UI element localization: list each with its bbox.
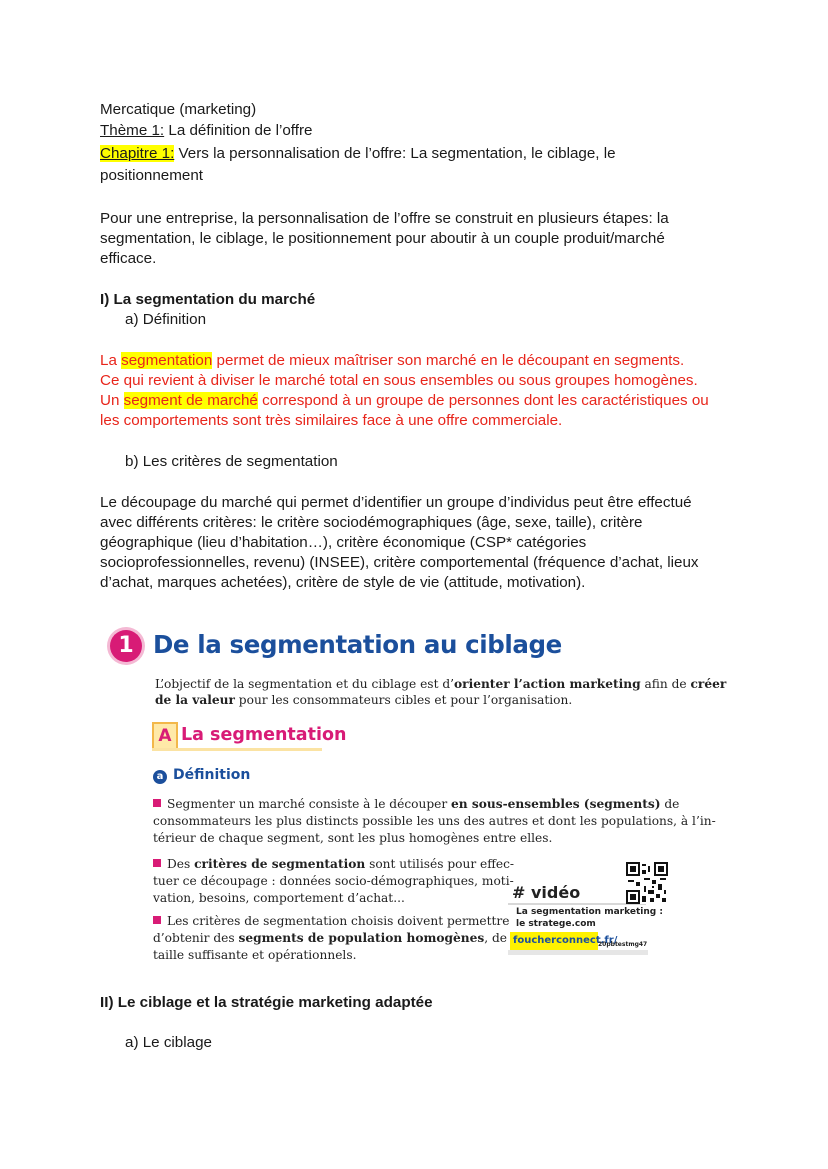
bullet2-line-2: tuer ce découpage : données socio-démographiques, moti- [153,874,514,888]
def-text: correspond à un groupe de personnes dont les caractéristiques ou [257,392,709,409]
course-title: Mercatique (marketing) [100,101,257,118]
chapter-label: Chapitre 1: [100,145,175,162]
criteria-line-2: avec différents critères: le critère sociodémographiques (âge, sexe, taille), critère [100,514,643,531]
book-text: Les critères de segmentation choisis doivent permettre [167,914,510,928]
video-caption-2: le stratege.com [516,919,596,929]
def-text: Un [100,392,124,409]
intro-line-3: efficace. [100,250,157,267]
qr-code-icon[interactable] [626,862,668,904]
bullet1-line-3: térieur de chaque segment, sont les plus homogènes entre elles. [153,831,553,845]
video-link[interactable]: foucherconnect.fr/ [510,932,598,950]
criteria-line-1: Le découpage du marché qui permet d’identifier un groupe d’individus peut être effectué [100,494,692,511]
subsection-letter-badge: A [152,722,178,750]
bullet3-line-2 [153,930,507,947]
definition-line-1 [100,351,684,371]
objective-line-1 [155,676,726,693]
section1-item-a: a) Définition [125,311,207,328]
bullet2-line-1 [153,856,514,873]
definition-line-2: Ce qui revient à diviser le marché total en sous ensembles ou sous groupes homogènes. [100,372,698,389]
section1-title: I) La segmentation du marché [100,291,316,308]
book-text: Segmenter un marché consiste à le découper [167,797,452,811]
chapter-text: Vers la personnalisation de l’offre: La segmentation, le ciblage, le [174,145,616,162]
book-bold: en sous-ensembles (segments) [451,797,661,811]
definition-line-4: les comportements sont très similaires face à une offre commerciale. [100,412,563,429]
video-code: 20pbtestmg47 [598,941,648,948]
book-text: de [660,797,680,811]
bullet1-line-1 [153,796,679,813]
section1-item-b: b) Les critères de segmentation [125,453,338,470]
textbook-title: De la segmentation au ciblage [153,630,562,659]
book-text: , de [484,931,508,945]
book-text: L’objectif de la segmentation et du ciblage est d’ [155,677,455,691]
chapter-line-cont: positionnement [100,167,204,184]
section2-title: II) Le ciblage et la stratégie marketing adaptée [100,994,433,1011]
chapter-line [100,144,616,164]
bullet2-line-3: vation, besoins, comportement d’achat... [153,891,405,905]
video-caption-1: La segmentation marketing : [516,907,663,917]
book-text: Des [167,857,195,871]
definition-title: Définition [173,767,251,783]
theme-label: Thème 1: [100,122,165,139]
section2-item-a: a) Le ciblage [125,1034,212,1051]
book-bold: orienter l’action marketing [454,677,641,691]
theme-line [100,121,312,141]
theme-text: La définition de l’offre [164,122,313,139]
book-bold: créer [690,677,727,691]
definition-letter-badge: a [153,770,167,784]
book-text: pour les consommateurs cibles et pour l’organisation. [234,693,573,707]
intro-line-2: segmentation, le ciblage, le positionnement pour aboutir à un couple produit/marché [100,230,665,247]
criteria-line-5: d’achat, marques achetées), critère de style de vie (attitude, motivation). [100,574,586,591]
book-text: afin de [640,677,691,691]
bullet-square-icon [153,859,161,867]
book-bold: segments de population homogènes [238,931,485,945]
bullet3-line-1 [153,913,509,930]
intro-line-1: Pour une entreprise, la personnalisation de l’offre se construit en plusieurs étapes: la [100,210,669,227]
subsection-title: La segmentation [181,725,347,745]
bullet-square-icon [153,916,161,924]
subsection-underline [152,748,322,751]
definition-line-3 [100,391,709,411]
book-text: sont utilisés pour effec- [365,857,515,871]
highlight-segment: segment de marché [123,392,258,409]
book-text: d’obtenir des [153,931,239,945]
objective-line-2 [155,692,572,709]
video-heading: # vidéo [512,883,581,902]
criteria-line-4: socioprofessionnelles, revenu) (INSEE), critère comportemental (fréquence d’achat, lieux [100,554,699,571]
video-box-shadow [508,950,648,955]
criteria-line-3: géographique (lieu d’habitation…), critère économique (CSP* catégories [100,534,587,551]
def-text: permet de mieux maîtriser son marché en le découpant en segments. [212,352,685,369]
book-bold: de la valeur [155,693,235,707]
section-number-badge: 1 [110,630,142,662]
def-text: La [100,352,122,369]
bullet3-line-3: taille suffisante et opérationnels. [153,948,357,962]
highlight-segmentation: segmentation [121,352,213,369]
bullet1-line-2: consommateurs les plus distincts possible les uns des autres et dont les populations, à l’in- [153,814,716,828]
bullet-square-icon [153,799,161,807]
book-bold: critères de segmentation [194,857,366,871]
